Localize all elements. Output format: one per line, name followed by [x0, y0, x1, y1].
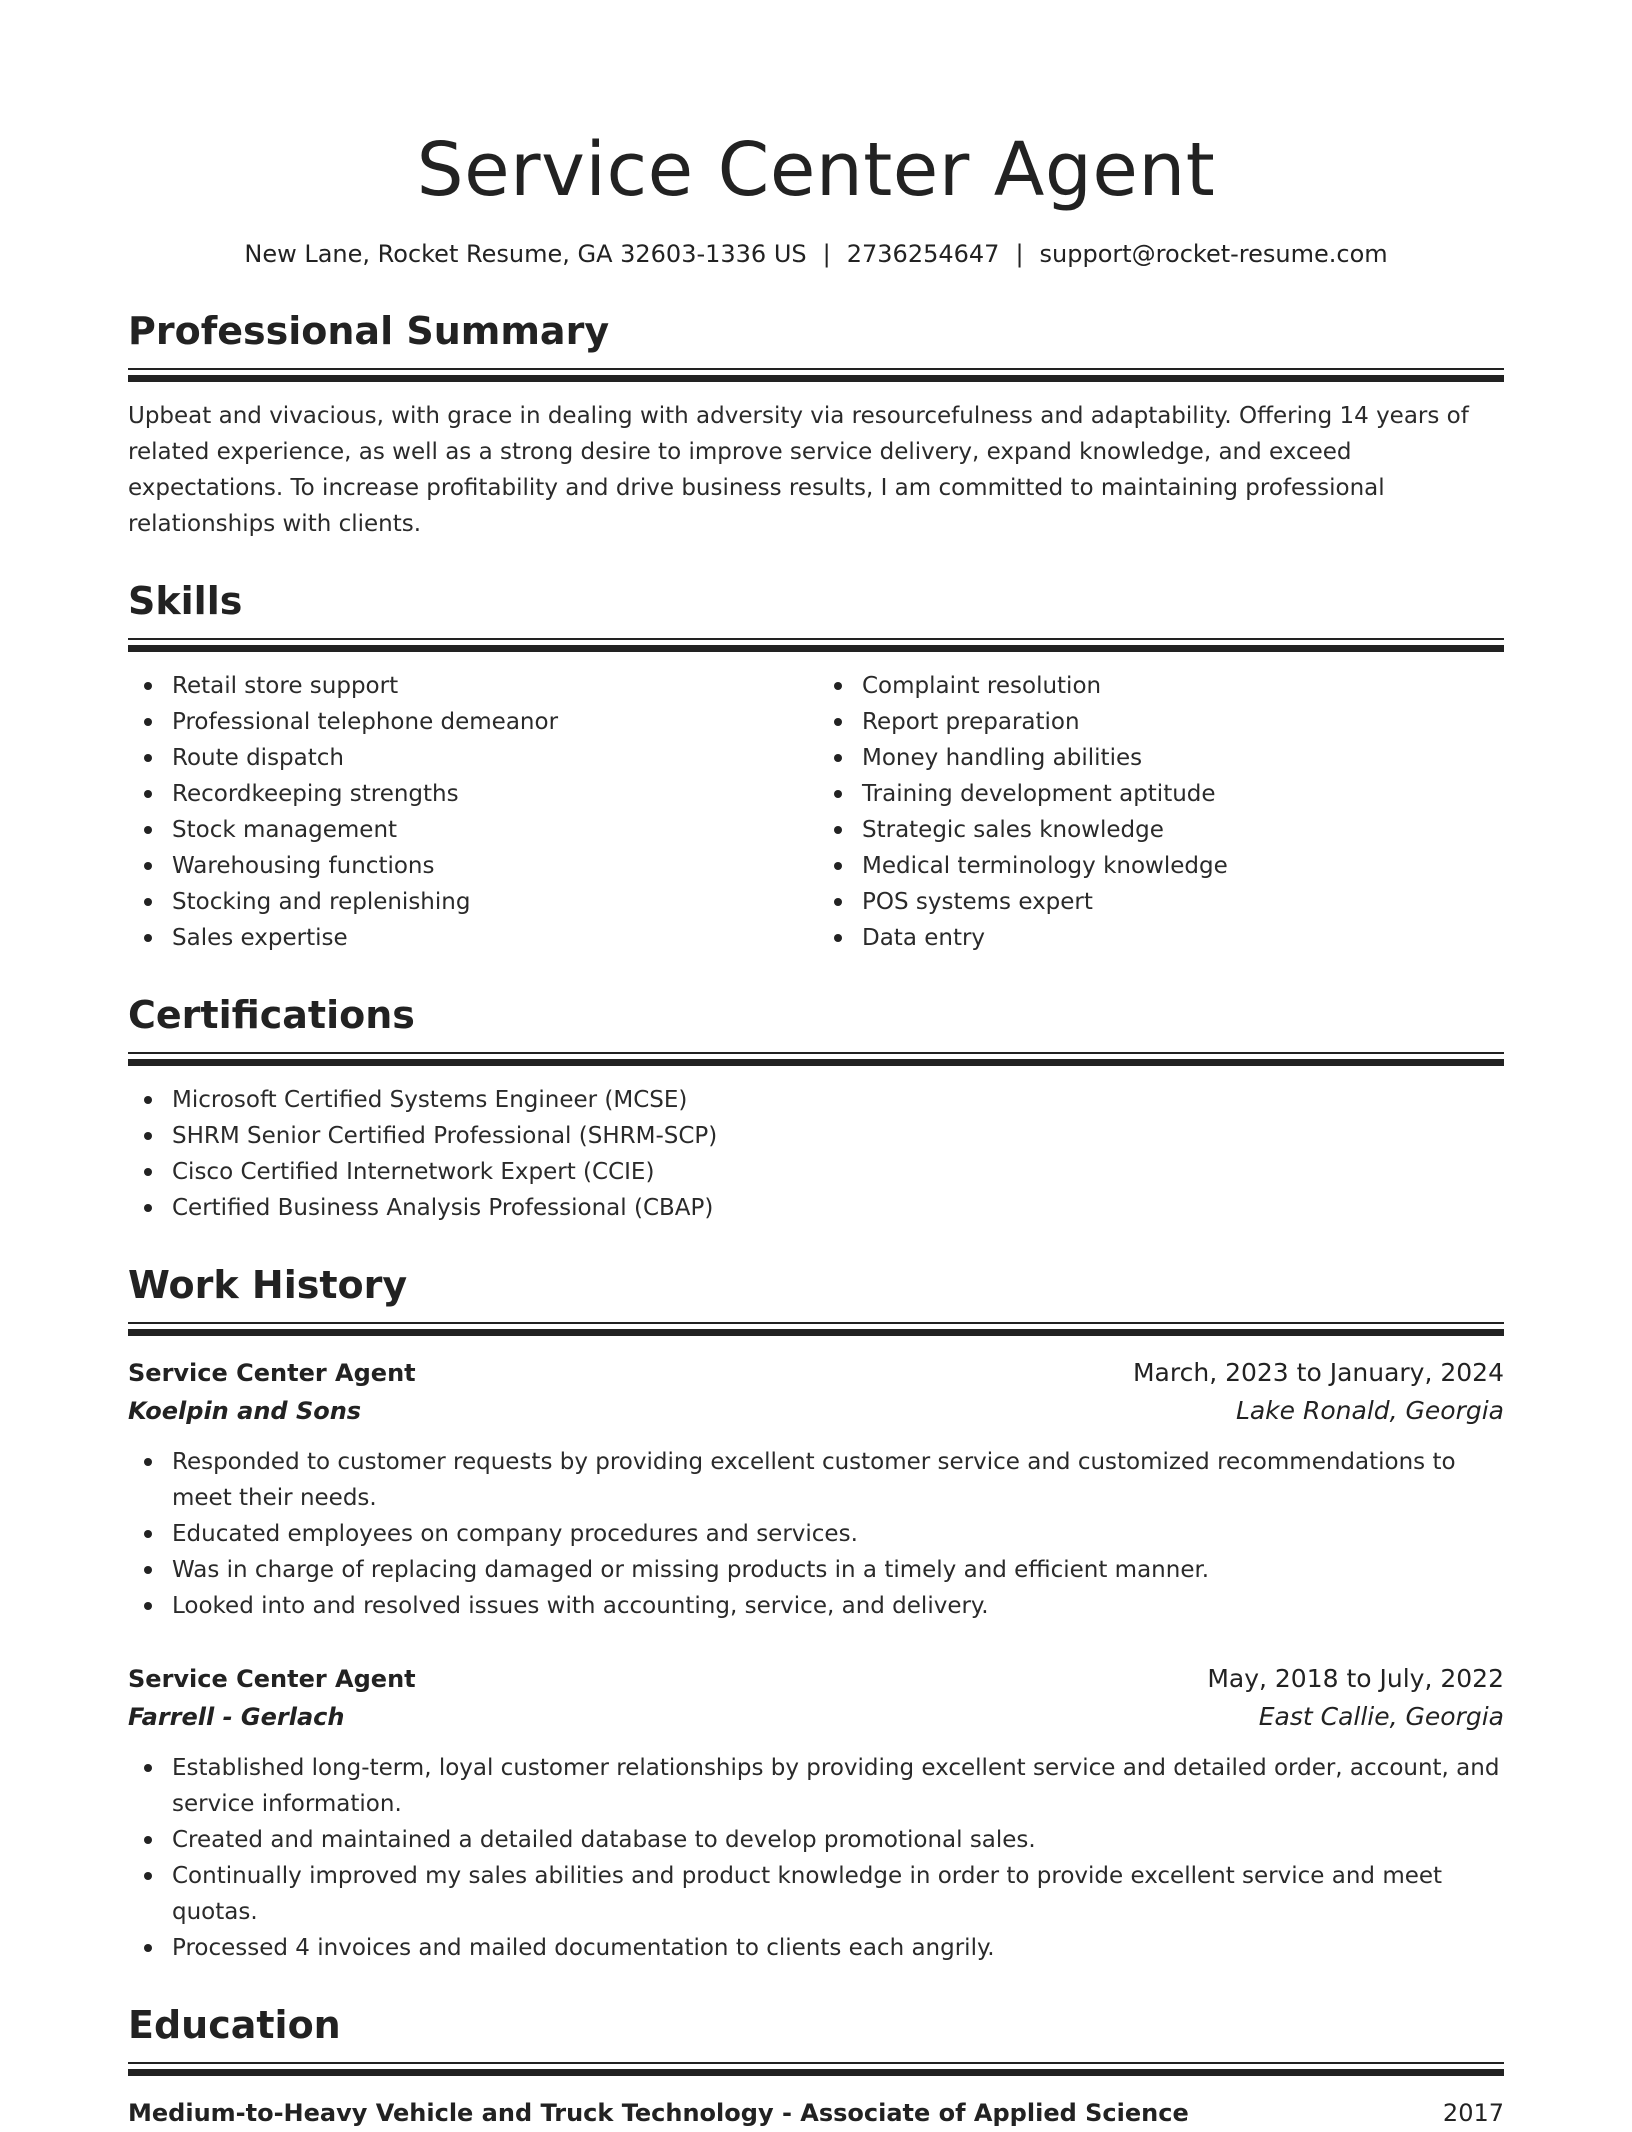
resume-page [128, 110, 1504, 2132]
bullet-icon [144, 1204, 152, 1212]
bullet-icon [144, 862, 152, 870]
summary-text: Upbeat and vivacious, with grace in dealing with adversity via resourcefulness and adaptability. Offering 14 years of related experience, as well as a strong desire to improve service delivery, expand knowledge, and exceed expectations. To increase profitability and drive business results, I am committed to maintaining professional relationships with clients. [128, 403, 1469, 537]
skill-text: Recordkeeping strengths [172, 781, 459, 807]
skill-text: Medical terminology knowledge [862, 853, 1228, 879]
contact-email[interactable]: support@rocket-resume.com [1039, 240, 1388, 268]
job-bullet-text: Processed 4 invoices and mailed documentation to clients each angrily. [172, 1935, 995, 1961]
skill-text: Stocking and replenishing [172, 889, 471, 915]
contact-separator: | [822, 240, 831, 268]
bullet-icon [144, 898, 152, 906]
candidate-name: Service Center Agent [416, 127, 1216, 213]
job-company-row [128, 1698, 1504, 1736]
certification-text: Certified Business Analysis Professional (CBAP) [172, 1195, 714, 1221]
job-dates: May, 2018 to July, 2022 [1207, 1664, 1504, 1693]
bullet-icon [144, 790, 152, 798]
skill-text: Strategic sales knowledge [862, 817, 1164, 843]
skill-text: Professional telephone demeanor [172, 709, 559, 735]
skill-text: POS systems expert [862, 889, 1093, 915]
job-bullet-text: Created and maintained a detailed database to develop promotional sales. [172, 1827, 1036, 1853]
skill-text: Route dispatch [172, 745, 344, 771]
skill-text: Retail store support [172, 673, 399, 699]
job-bullet [128, 1750, 1504, 1822]
skill-item [818, 884, 1504, 920]
contact-separator: | [1015, 240, 1024, 268]
skill-text: Sales expertise [172, 925, 348, 951]
skill-item [128, 776, 816, 812]
bullet-icon [144, 1132, 152, 1140]
bullet-icon [834, 718, 842, 726]
job-bullet [128, 1588, 1504, 1624]
section-divider [128, 368, 1504, 382]
skill-item [128, 740, 816, 776]
contact-address: New Lane, Rocket Resume, GA 32603-1336 US [244, 240, 807, 268]
job-bullet-text: Responded to customer requests by providing excellent customer service and customized recommendations to meet their needs. [172, 1449, 1456, 1511]
work-history-heading: Work History [128, 1263, 408, 1307]
skill-item [128, 920, 816, 956]
skill-item [128, 812, 816, 848]
certifications-list [128, 1082, 1504, 1226]
job-title: Service Center Agent [128, 1359, 416, 1387]
education-degree: Medium-to-Heavy Vehicle and Truck Technology - Associate of Applied Science [128, 2099, 1189, 2127]
certification-text: SHRM Senior Certified Professional (SHRM-SCP) [172, 1123, 718, 1149]
summary-heading: Professional Summary [128, 309, 610, 353]
bullet-icon [834, 826, 842, 834]
job-title: Service Center Agent [128, 1665, 416, 1693]
job-bullet-text: Educated employees on company procedures and services. [172, 1521, 858, 1547]
skill-item [818, 668, 1504, 704]
bullet-icon [144, 1944, 152, 1952]
bullet-icon [144, 1530, 152, 1538]
bullet-icon [834, 790, 842, 798]
job-bullets [128, 1750, 1504, 1966]
job-company: Farrell - Gerlach [128, 1703, 345, 1731]
job-bullet-text: Looked into and resolved issues with accounting, service, and delivery. [172, 1593, 989, 1619]
certification-item [128, 1154, 1504, 1190]
job-entry [128, 1354, 1504, 1624]
skill-item [818, 704, 1504, 740]
bullet-icon [144, 1872, 152, 1880]
skill-item [128, 704, 816, 740]
skill-text: Data entry [862, 925, 986, 951]
contact-line [128, 236, 1504, 272]
contact-phone: 2736254647 [846, 240, 1000, 268]
job-bullet [128, 1516, 1504, 1552]
certifications-heading: Certifications [128, 993, 415, 1037]
skill-text: Training development aptitude [862, 781, 1216, 807]
certification-item [128, 1118, 1504, 1154]
skill-text: Complaint resolution [862, 673, 1102, 699]
job-bullets [128, 1444, 1504, 1624]
job-bullet [128, 1552, 1504, 1588]
bullet-icon [144, 934, 152, 942]
section-divider [128, 2062, 1504, 2076]
job-bullet [128, 1444, 1504, 1516]
skills-right-list [816, 668, 1504, 956]
job-location: East Callie, Georgia [1258, 1702, 1504, 1731]
certification-text: Cisco Certified Internetwork Expert (CCIE) [172, 1159, 655, 1185]
section-divider [128, 1322, 1504, 1336]
skill-text: Stock management [172, 817, 398, 843]
bullet-icon [144, 1168, 152, 1176]
certification-item [128, 1082, 1504, 1118]
job-header-row [128, 1354, 1504, 1392]
section-divider [128, 1052, 1504, 1066]
bullet-icon [834, 682, 842, 690]
skill-item [818, 920, 1504, 956]
education-year: 2017 [1442, 2099, 1504, 2127]
bullet-icon [144, 1458, 152, 1466]
skills-columns [128, 668, 1504, 956]
skill-item [128, 668, 816, 704]
skill-item [128, 884, 816, 920]
bullet-icon [834, 862, 842, 870]
bullet-icon [144, 682, 152, 690]
education-heading: Education [128, 2003, 341, 2047]
job-bullet [128, 1858, 1504, 1930]
skill-item [818, 776, 1504, 812]
job-bullet [128, 1822, 1504, 1858]
section-divider [128, 638, 1504, 652]
skill-item [818, 812, 1504, 848]
bullet-icon [834, 934, 842, 942]
skills-heading: Skills [128, 579, 243, 623]
skill-text: Money handling abilities [862, 745, 1143, 771]
bullet-icon [144, 754, 152, 762]
skill-item [818, 848, 1504, 884]
job-header-row [128, 1660, 1504, 1698]
bullet-icon [144, 826, 152, 834]
job-bullet-text: Was in charge of replacing damaged or missing products in a timely and efficient manner. [172, 1557, 1210, 1583]
certification-item [128, 1190, 1504, 1226]
job-bullet-text: Established long-term, loyal customer relationships by providing excellent service and detailed order, account, and service information. [172, 1755, 1500, 1817]
skill-item [818, 740, 1504, 776]
job-dates: March, 2023 to January, 2024 [1132, 1358, 1504, 1387]
job-bullet-text: Continually improved my sales abilities and product knowledge in order to provide excellent service and meet quotas. [172, 1863, 1443, 1925]
job-entry [128, 1660, 1504, 1966]
bullet-icon [834, 898, 842, 906]
job-location: Lake Ronald, Georgia [1235, 1396, 1504, 1425]
bullet-icon [144, 1602, 152, 1610]
bullet-icon [144, 718, 152, 726]
skill-item [128, 848, 816, 884]
education-entry [128, 2094, 1504, 2132]
job-company: Koelpin and Sons [128, 1397, 362, 1425]
bullet-icon [144, 1764, 152, 1772]
skill-text: Report preparation [862, 709, 1080, 735]
bullet-icon [144, 1566, 152, 1574]
skill-text: Warehousing functions [172, 853, 435, 879]
bullet-icon [834, 754, 842, 762]
bullet-icon [144, 1836, 152, 1844]
certification-text: Microsoft Certified Systems Engineer (MCSE) [172, 1087, 688, 1113]
bullet-icon [144, 1096, 152, 1104]
job-company-row [128, 1392, 1504, 1430]
skills-left-list [128, 668, 816, 956]
job-bullet [128, 1930, 1504, 1966]
